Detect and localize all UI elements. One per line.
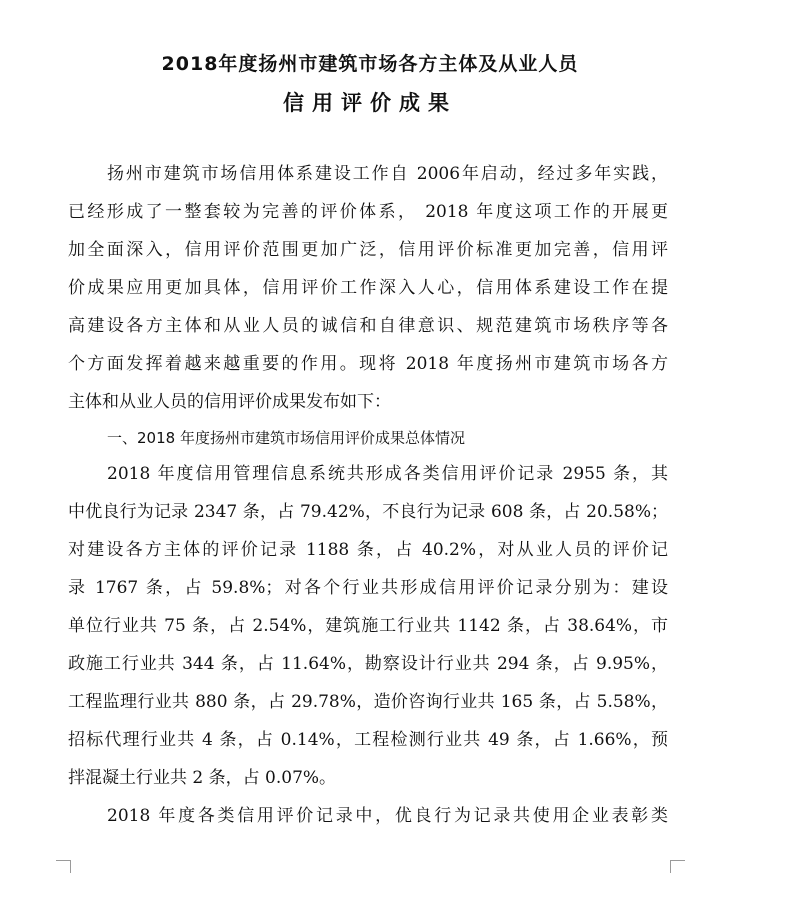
paragraph-2-line-4: 录 1767 条，占 59.8%；对各个行业共形成信用评价记录分别为：建设 bbox=[68, 578, 668, 598]
paragraph-2-line-5: 单位行业共 75 条，占 2.54%，建筑施工行业共 1142 条，占 38.64%，市 bbox=[68, 616, 668, 636]
page-corner-mark-left bbox=[56, 860, 71, 873]
paragraph-2-line-1: 2018 年度信用管理信息系统共形成各类信用评价记录 2955 条，其 bbox=[107, 464, 668, 484]
paragraph-2-line-8: 招标代理行业共 4 条，占 0.14%，工程检测行业共 49 条，占 1.66%，预 bbox=[68, 730, 668, 750]
paragraph-1-line-6: 个方面发挥着越来越重要的作用。现将 2018 年度扬州市建筑市场各方 bbox=[68, 354, 668, 374]
paragraph-1-line-2: 已经形成了一整套较为完善的评价体系， 2018 年度这项工作的开展更 bbox=[68, 202, 668, 222]
paragraph-2-line-2: 中优良行为记录 2347 条，占 79.42%，不良行为记录 608 条，占 20.58%； bbox=[68, 502, 668, 522]
document-title: 2018年度扬州市建筑市场各方主体及从业人员 bbox=[161, 53, 579, 75]
paragraph-2-line-7: 工程监理行业共 880 条，占 29.78%，造价咨询行业共 165 条，占 5.58%， bbox=[68, 692, 668, 712]
paragraph-1-line-4: 价成果应用更加具体，信用评价工作深入人心，信用体系建设工作在提 bbox=[68, 278, 668, 298]
paragraph-2-line-6: 政施工行业共 344 条，占 11.64%，勘察设计行业共 294 条，占 9.95%， bbox=[68, 654, 668, 674]
page-corner-mark-right bbox=[670, 860, 685, 873]
document-subtitle: 信用评价成果 bbox=[283, 91, 457, 115]
paragraph-1-line-3: 加全面深入，信用评价范围更加广泛，信用评价标准更加完善，信用评 bbox=[68, 240, 668, 260]
paragraph-3-line-1: 2018 年度各类信用评价记录中，优良行为记录共使用企业表彰类 bbox=[107, 806, 668, 826]
paragraph-1-line-5: 高建设各方主体和从业人员的诚信和自律意识、规范建筑市场秩序等各 bbox=[68, 316, 668, 336]
paragraph-1-line-7: 主体和从业人员的信用评价成果发布如下： bbox=[68, 392, 391, 412]
section-heading: 一、2018 年度扬州市建筑市场信用评价成果总体情况 bbox=[107, 429, 465, 447]
paragraph-1-line-1: 扬州市建筑市场信用体系建设工作自 2006年启动，经过多年实践， bbox=[107, 164, 668, 184]
paragraph-2-line-3: 对建设各方主体的评价记录 1188 条，占 40.2%，对从业人员的评价记 bbox=[68, 540, 668, 560]
paragraph-2-line-9: 拌混凝土行业共 2 条，占 0.07%。 bbox=[68, 768, 337, 788]
